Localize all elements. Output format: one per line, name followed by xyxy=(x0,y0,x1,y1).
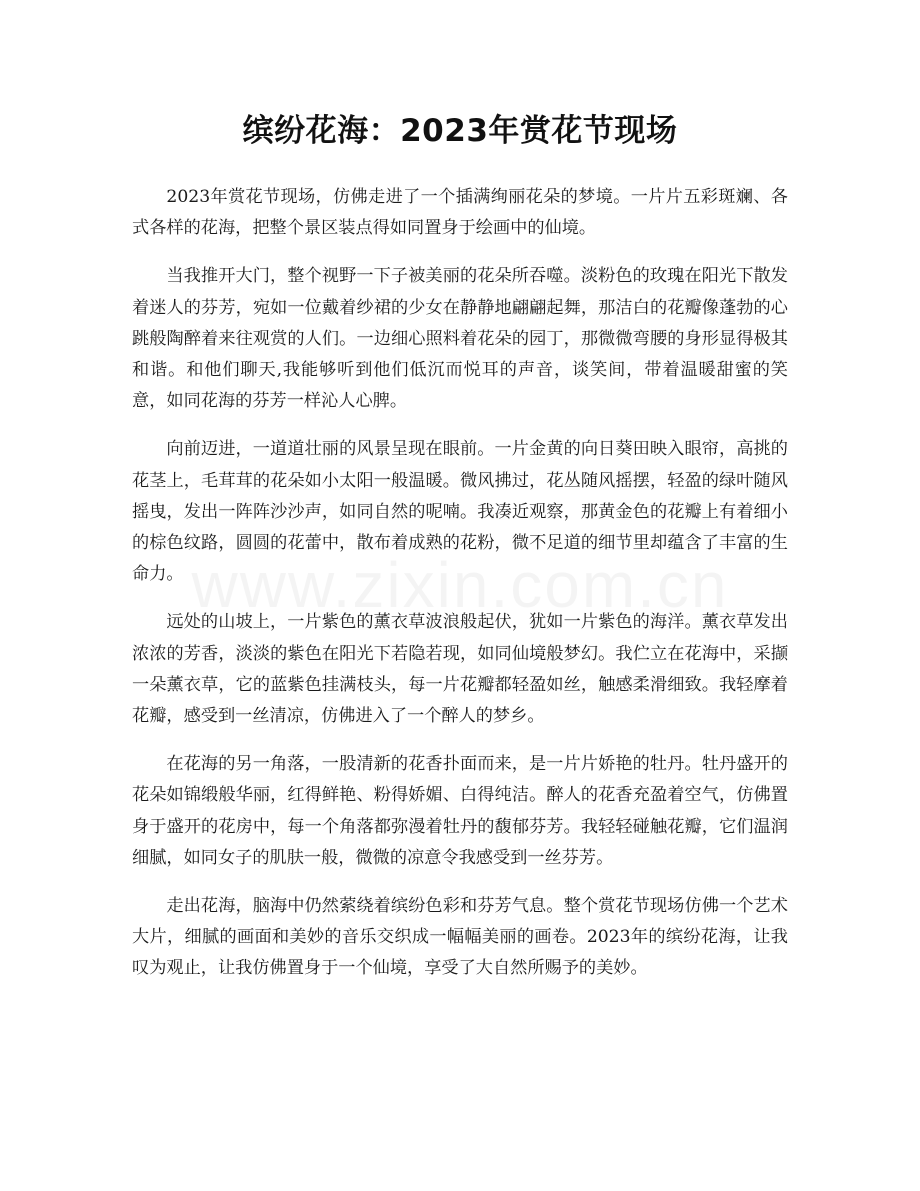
paragraph: 2023年赏花节现场，仿佛走进了一个插满绚丽花朵的梦境。一片片五彩斑斓、各式各样的花海，把整个景区装点得如同置身于绘画中的仙境。 xyxy=(132,187,788,239)
document-title: 缤纷花海：2023年赏花节现场 xyxy=(242,113,678,149)
paragraph: 向前迈进，一道道壮丽的风景呈现在眼前。一片金黄的向日葵田映入眼帘，高挑的花茎上，毛茸茸的花朵如小太阳一般温暖。微风拂过，花丛随风摇摆，轻盈的绿叶随风摇曳，发出一阵阵沙沙声，如同自然的呢喃。我凑近观察，那黄金色的花瓣上有着细小的棕色纹路，圆圆的花蕾中，散布着成熟的花粉，微不足道的细节里却蕴含了丰富的生命力。 xyxy=(132,439,788,585)
paragraph: 在花海的另一角落，一股清新的花香扑面而来，是一片片娇艳的牡丹。牡丹盛开的花朵如锦缎般华丽，红得鲜艳、粉得娇媚、白得纯洁。醉人的花香充盈着空气，仿佛置身于盛开的花房中，每一个角落都弥漫着牡丹的馥郁芬芳。我轻轻碰触花瓣，它们温润细腻，如同女子的肌肤一般，微微的凉意令我感受到一丝芬芳。 xyxy=(132,754,788,868)
paragraph: 当我推开大门，整个视野一下子被美丽的花朵所吞噬。淡粉色的玫瑰在阳光下散发着迷人的芬芳，宛如一位戴着纱裙的少女在静静地翩翩起舞，那洁白的花瓣像蓬勃的心跳般陶醉着来往观赏的人们。一边细心照料着花朵的园丁，那微微弯腰的身形显得极其和谐。和他们聊天,我能够听到他们低沉而悦耳的声音，谈笑间，带着温暖甜蜜的笑意，如同花海的芬芳一样沁人心脾。 xyxy=(132,266,788,412)
document-body xyxy=(132,182,788,1002)
paragraph: 远处的山坡上，一片紫色的薰衣草波浪般起伏，犹如一片紫色的海洋。薰衣草发出浓浓的芳香，淡淡的紫色在阳光下若隐若现，如同仙境般梦幻。我伫立在花海中，采撷一朵薰衣草，它的蓝紫色挂满枝头，每一片花瓣都轻盈如丝，触感柔滑细致。我轻摩着花瓣，感受到一丝清凉，仿佛进入了一个醉人的梦乡。 xyxy=(132,612,788,727)
paragraph: 走出花海，脑海中仍然萦绕着缤纷色彩和芬芳气息。整个赏花节现场仿佛一个艺术大片，细腻的画面和美妙的音乐交织成一幅幅美丽的画卷。2023年的缤纷花海，让我叹为观止，让我仿佛置身于一个仙境，享受了大自然所赐予的美妙。 xyxy=(132,896,788,979)
